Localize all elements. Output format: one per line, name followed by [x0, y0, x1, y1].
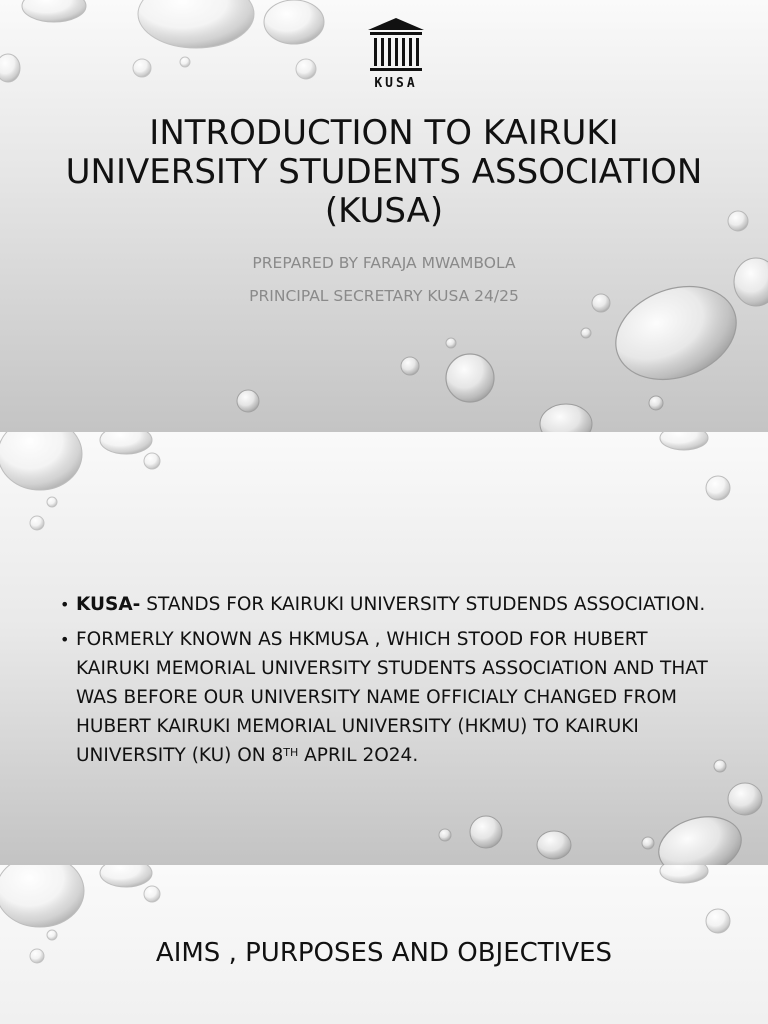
list-item — [60, 625, 720, 770]
prepared-by: PREPARED BY FARAJA MWAMBOLA — [252, 254, 516, 272]
kusa-logo — [364, 16, 428, 96]
bullet-list — [60, 590, 720, 776]
history-text: FORMERLY KNOWN AS HKMUSA , WHICH STOOD FOR HUBERT KAIRUKI MEMORIAL UNIVERSITY STUDENTS ASSOCIATION AND THAT WAS BEFORE OUR UNIVERSITY NAME OFFICIALY CHANGED FROM HUBERT KAIRUKI MEMORIAL UNIVERSITY (HKMU) TO KAIRUKI UNIVERSITY (KU) ON 8 — [76, 629, 708, 766]
term-label: KUSA- — [76, 594, 141, 615]
list-item — [60, 590, 720, 619]
aims-slide — [0, 865, 768, 1024]
title-slide — [0, 0, 768, 432]
bullet-icon: • — [60, 630, 70, 649]
slide-title: INTRODUCTION TO KAIRUKI UNIVERSITY STUDENTS ASSOCIATION (KUSA) — [65, 113, 703, 231]
term-definition: STANDS FOR KAIRUKI UNIVERSITY STUDENDS ASSOCIATION. — [140, 594, 706, 615]
building-icon — [364, 16, 428, 76]
author-position: PRINCIPAL SECRETARY KUSA 24/25 — [249, 287, 519, 305]
section-heading: AIMS , PURPOSES AND OBJECTIVES — [155, 938, 613, 968]
logo-text: KUSA — [374, 76, 418, 91]
history-date-tail: APRIL 2O24. — [298, 745, 419, 766]
bullet-icon: • — [60, 595, 70, 614]
ordinal-suffix: TH — [283, 746, 299, 759]
